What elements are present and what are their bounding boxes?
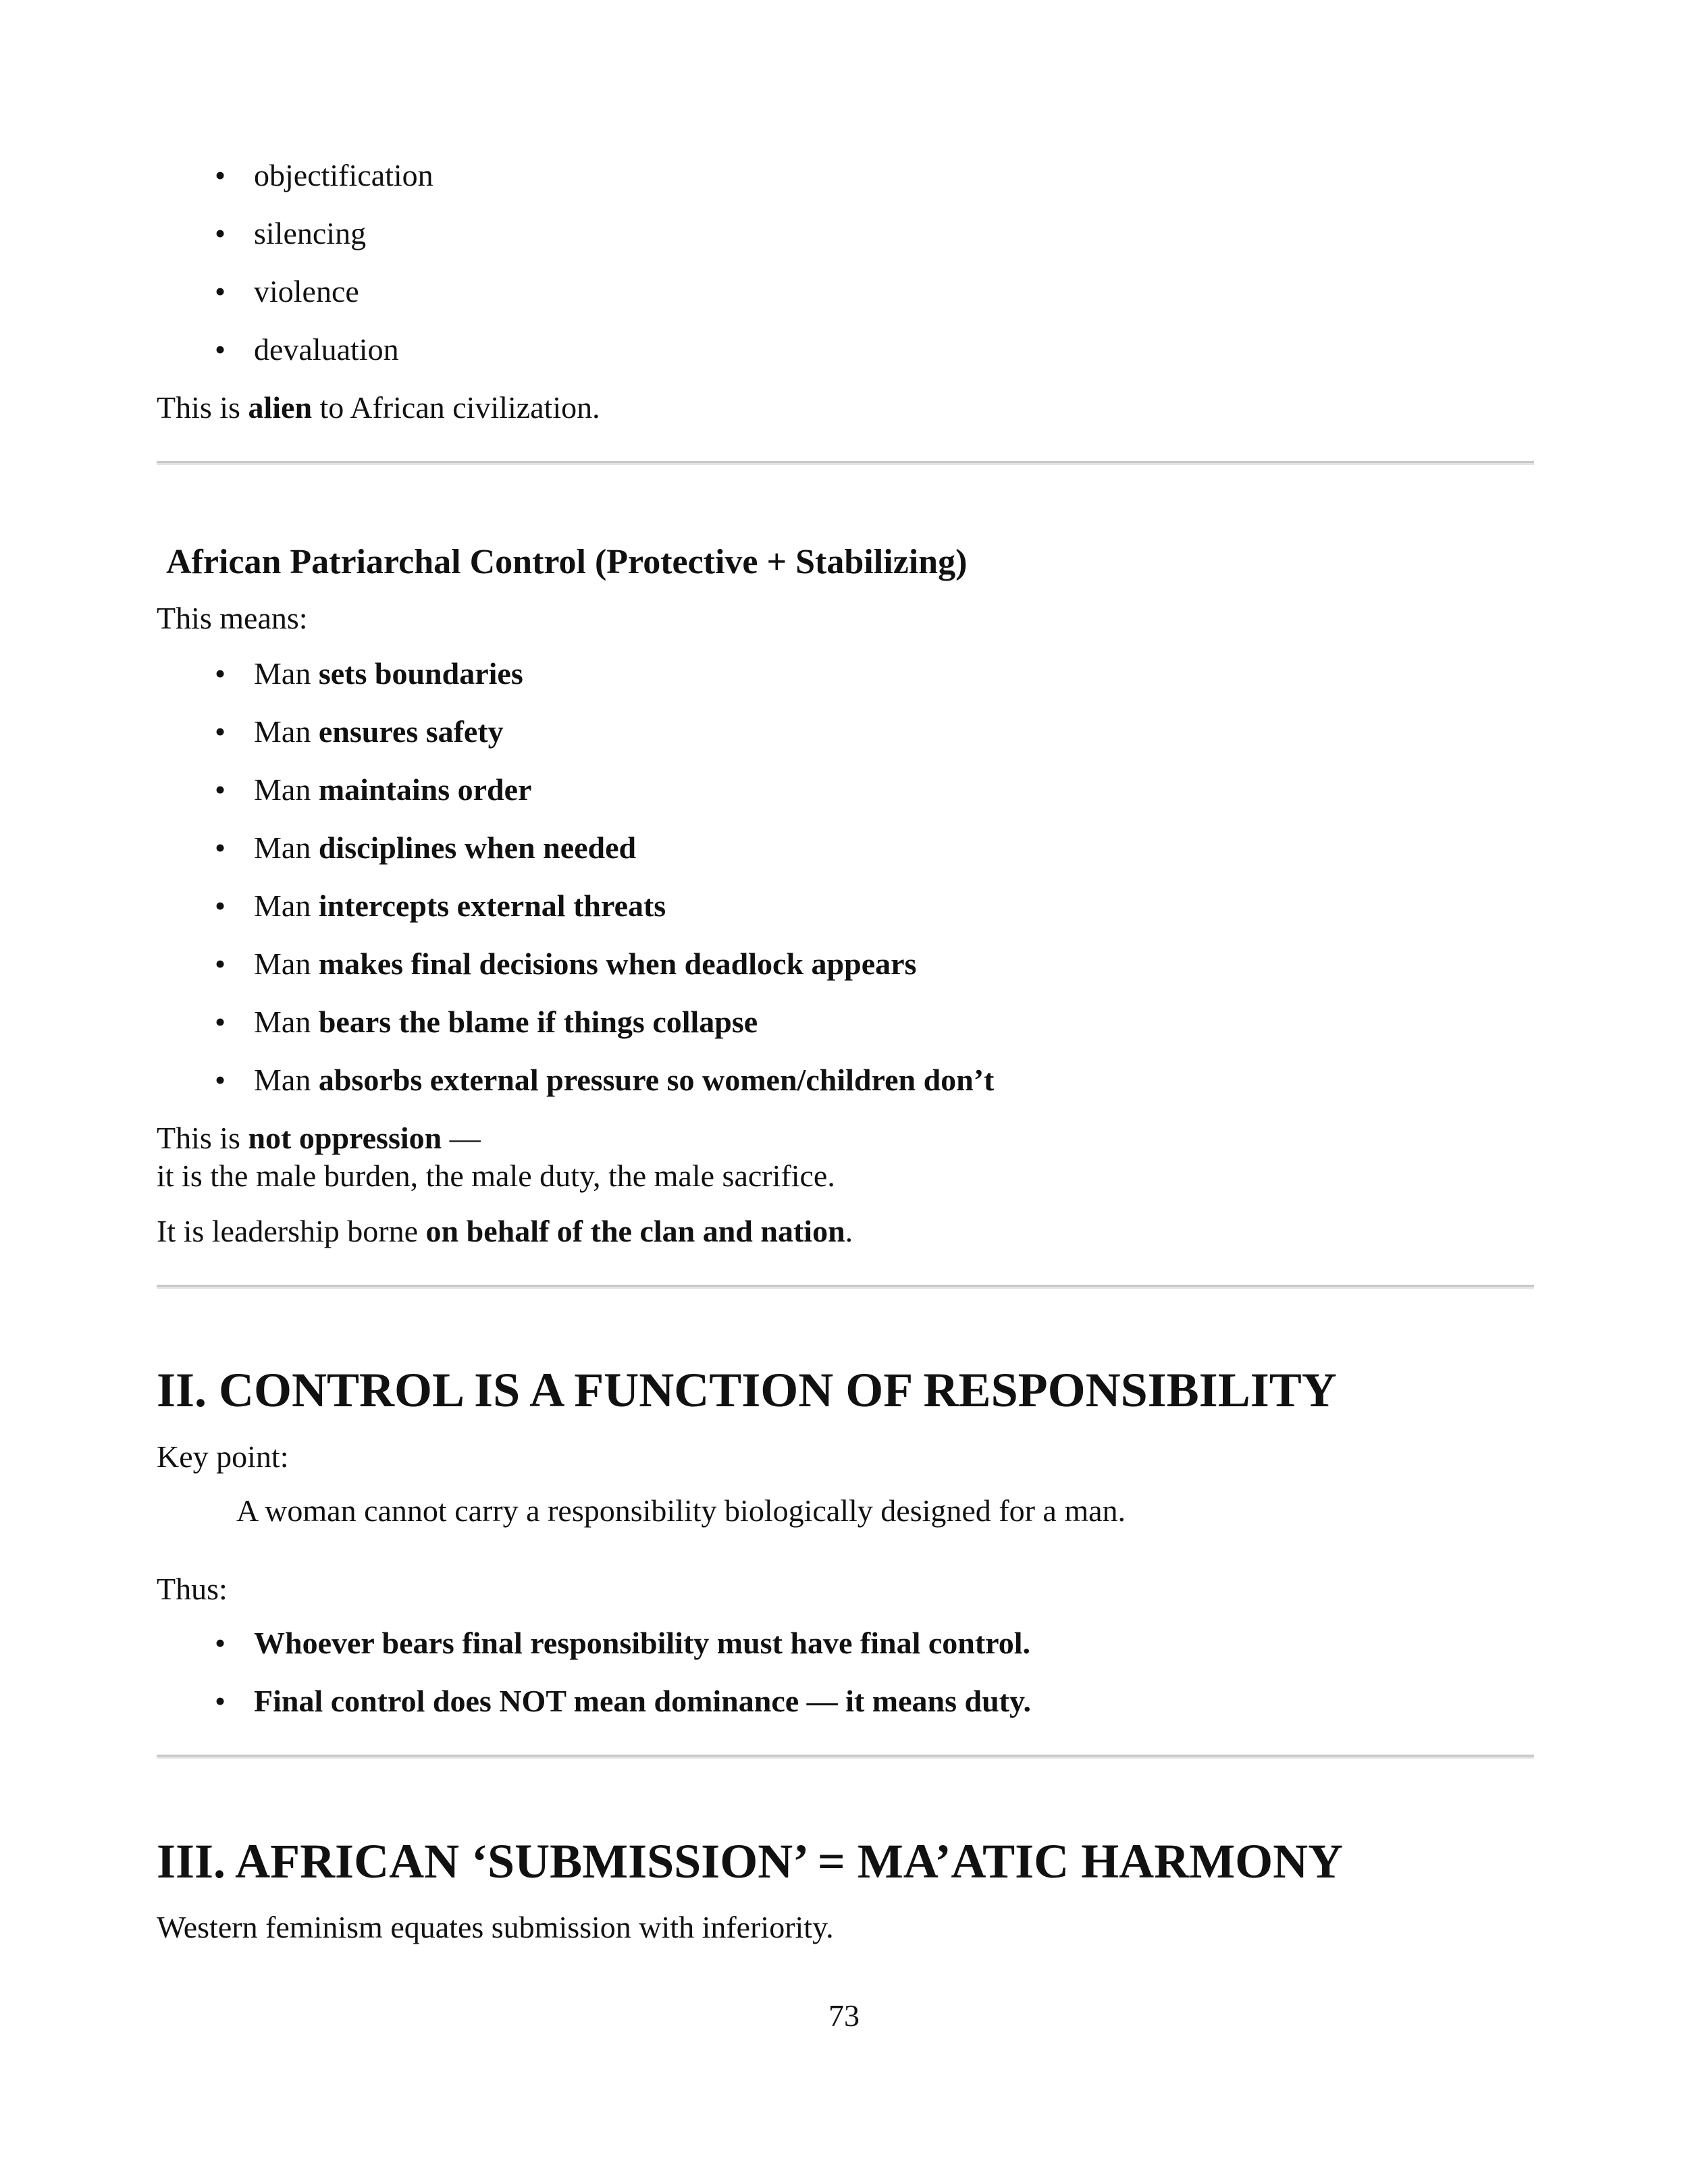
section-ii-heading: II. CONTROL IS A FUNCTION OF RESPONSIBILITY xyxy=(157,1363,1337,1417)
key-point-label: Key point: xyxy=(157,1439,289,1474)
page-number: 73 xyxy=(828,1998,860,2033)
list-item: • objectification xyxy=(215,157,433,194)
leadership-line: It is leadership borne on behalf of the clan and nation. xyxy=(157,1214,853,1248)
burden-line: it is the male burden, the male duty, the male sacrifice. xyxy=(157,1158,835,1193)
list-item: • Man absorbs external pressure so women/children don’t xyxy=(215,1061,994,1099)
list-item: • violence xyxy=(215,273,359,311)
list-item: • Man maintains order xyxy=(215,771,531,809)
bullet-icon: • xyxy=(215,772,226,807)
list-item: • Man ensures safety xyxy=(215,713,504,751)
bullet-icon: • xyxy=(215,1626,226,1660)
list-item: • Whoever bears final responsibility must have final control. xyxy=(215,1624,1030,1662)
section-divider xyxy=(157,461,1534,465)
section-divider xyxy=(157,1285,1534,1289)
bullet-icon: • xyxy=(215,714,226,749)
list-item: • Man bears the blame if things collapse xyxy=(215,1003,758,1041)
section-iii-heading: III. AFRICAN ‘SUBMISSION’ = MA’ATIC HARMONY xyxy=(157,1834,1344,1888)
bullet-icon: • xyxy=(215,1005,226,1039)
bullet-icon: • xyxy=(215,332,226,367)
feminism-line: Western feminism equates submission with inferiority. xyxy=(157,1910,834,1944)
list-item: • Man sets boundaries xyxy=(215,655,523,693)
bullet-icon: • xyxy=(215,158,226,192)
bullet-icon: • xyxy=(215,947,226,981)
bullet-icon: • xyxy=(215,830,226,865)
list-item: • Man makes final decisions when deadlock appears xyxy=(215,945,916,983)
list-item: • Man disciplines when needed xyxy=(215,829,636,867)
list-item: • silencing xyxy=(215,215,366,252)
section-divider xyxy=(157,1755,1534,1759)
block-quote: A woman cannot carry a responsibility biologically designed for a man. xyxy=(236,1493,1126,1528)
bullet-icon: • xyxy=(215,1684,226,1718)
bullet-icon: • xyxy=(215,656,226,691)
alien-paragraph: This is alien to African civilization. xyxy=(157,390,600,425)
list-item: • Man intercepts external threats xyxy=(215,887,666,925)
bullet-icon: • xyxy=(215,1063,226,1097)
intro-text: This means: xyxy=(157,601,308,635)
bullet-icon: • xyxy=(215,888,226,923)
list-item: • devaluation xyxy=(215,331,399,369)
not-oppression-line: This is not oppression — xyxy=(157,1121,481,1155)
section-heading: African Patriarchal Control (Protective + Stabilizing) xyxy=(166,543,968,581)
thus-label: Thus: xyxy=(157,1572,228,1606)
bullet-icon: • xyxy=(215,274,226,309)
list-item: • Final control does NOT mean dominance — it means duty. xyxy=(215,1682,1031,1720)
bullet-icon: • xyxy=(215,216,226,250)
